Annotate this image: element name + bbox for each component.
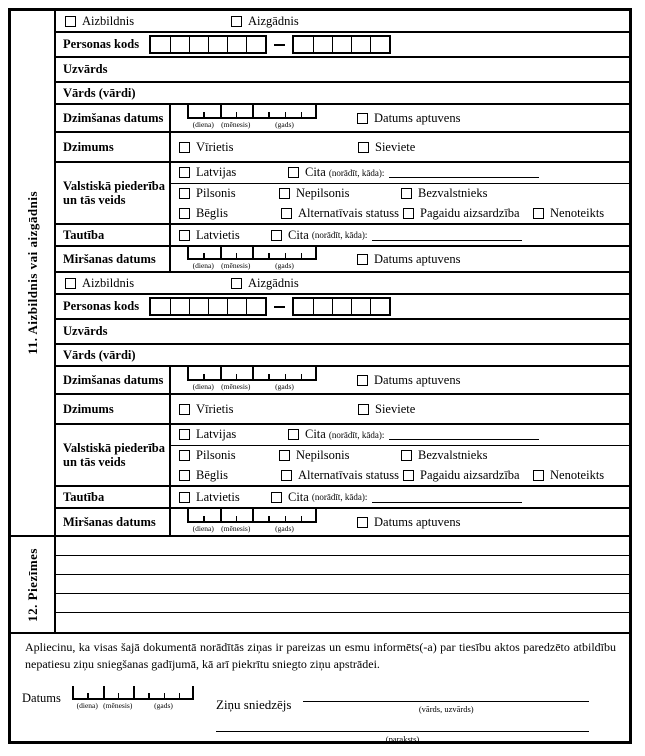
pagaidu-checkbox[interactable]: [403, 470, 414, 481]
dzimums-label: Dzimums: [56, 133, 171, 161]
virietis-label: Vīrietis: [196, 401, 234, 416]
latvietis-checkbox[interactable]: [179, 492, 190, 503]
dzimsanas-datums-label: Dzimšanas datums: [56, 367, 171, 393]
gads-label: (gads): [275, 524, 294, 533]
date-ruler[interactable]: [187, 511, 317, 523]
uzvards-row: [56, 320, 629, 345]
ruler-tick: [148, 693, 150, 698]
dzimsanas-datums-label: Dzimšanas datums: [56, 105, 171, 131]
pilsonis-checkbox[interactable]: [179, 450, 190, 461]
nenoteikts-option: [533, 468, 604, 483]
latvijas-label: Latvijas: [196, 165, 237, 180]
ruler-tick: [179, 693, 181, 698]
zinu-sniedzejs-label: Ziņu sniedzējs: [216, 696, 292, 712]
ruler-tick: [252, 509, 254, 521]
ruler-tick: [252, 367, 254, 379]
section-11-label-column: [11, 11, 56, 535]
person-block-2: [56, 273, 629, 535]
menesis-label: (mēnesis): [221, 261, 251, 270]
cita-piederiba-checkbox[interactable]: [288, 429, 299, 440]
valstiska-subrow-1: [171, 425, 629, 446]
nepilsonis-checkbox[interactable]: [279, 188, 290, 199]
mirsanas-datums-row: [56, 509, 629, 535]
pk-digit-box[interactable]: [227, 299, 246, 314]
birth-date-field[interactable]: [187, 369, 317, 391]
cita-piederiba-input-line[interactable]: [389, 429, 539, 440]
datums-label: Datums: [22, 690, 61, 705]
virietis-option: [179, 402, 358, 417]
uzvards-row: [56, 58, 629, 83]
personas-kods-group2[interactable]: [292, 35, 391, 54]
sieviete-option: [358, 140, 415, 155]
datums-aptuvens-option: [357, 252, 460, 267]
ruler-tick: [285, 374, 287, 379]
vards-row: [56, 83, 629, 105]
cita-tautiba-input-line[interactable]: [372, 230, 522, 241]
pagaidu-option: [403, 468, 533, 483]
vards-uzvards-hint: (vārds, uzvārds): [418, 703, 474, 714]
role-row: [56, 273, 629, 295]
latvietis-option: [179, 228, 271, 243]
ruler-tick: [315, 367, 317, 379]
sieviete-label: Sieviete: [375, 139, 416, 154]
declaration-section: [11, 632, 629, 744]
gads-label: (gads): [275, 120, 294, 129]
pk-digit-box[interactable]: [246, 37, 265, 52]
mirsanas-datums-row: [56, 247, 629, 273]
valstiska-piederiba-row: [56, 425, 629, 487]
ruler-tick: [220, 246, 222, 258]
date-ruler[interactable]: [187, 107, 317, 119]
form-border: [8, 8, 632, 744]
pk-digit-box[interactable]: [313, 37, 332, 52]
latvietis-option: [179, 490, 271, 505]
bezvalstnieks-label: Bezvalstnieks: [418, 186, 488, 200]
diena-label: (diena): [76, 700, 98, 710]
dzimums-label: Dzimums: [56, 395, 171, 423]
ruler-tick: [192, 686, 194, 698]
pk-digit-box[interactable]: [170, 299, 189, 314]
pk-digit-box[interactable]: [313, 299, 332, 314]
beglis-label: Bēglis: [196, 467, 228, 482]
nenoteikts-checkbox[interactable]: [533, 208, 544, 219]
pk-digit-box[interactable]: [294, 299, 313, 314]
vards-label: Vārds (vārdi): [63, 347, 136, 362]
cita-piederiba-hint: (norādīt, kāda):: [328, 167, 385, 178]
role-row: [56, 11, 629, 33]
diena-label: (diena): [192, 120, 214, 129]
gads-label: (gads): [275, 261, 294, 270]
date-part-labels: [187, 120, 317, 129]
personas-kods-group2[interactable]: [292, 297, 391, 316]
ruler-tick: [285, 516, 287, 521]
ruler-tick: [268, 253, 270, 258]
valstiska-subrow-3: [171, 203, 629, 223]
cita-piederiba-hint: (norādīt, kāda):: [328, 429, 385, 440]
death-date-field[interactable]: [187, 248, 317, 270]
virietis-checkbox[interactable]: [179, 142, 190, 153]
pagaidu-option: [403, 206, 533, 221]
bezvalstnieks-checkbox[interactable]: [401, 450, 412, 461]
nenoteikts-label: Nenoteikts: [550, 467, 605, 482]
date-part-labels: [187, 382, 317, 391]
date-part-labels: [187, 524, 317, 533]
aizgadnis-label: Aizgādnis: [248, 275, 299, 290]
ruler-tick: [187, 509, 189, 521]
aizbildnis-label: Aizbildnis: [82, 13, 135, 28]
cita-piederiba-input-line[interactable]: [389, 167, 539, 178]
sieviete-checkbox[interactable]: [358, 142, 369, 153]
cita-tautiba-label: Cita: [288, 489, 309, 504]
section-11: [11, 11, 629, 535]
sieviete-option: [358, 402, 415, 417]
virietis-option: [179, 140, 358, 155]
ruler-tick: [103, 686, 105, 698]
datums-aptuvens-checkbox[interactable]: [357, 375, 368, 386]
ruler-tick: [315, 246, 317, 258]
datums-aptuvens-label: Datums aptuvens: [374, 372, 461, 387]
ruler-tick: [236, 253, 238, 258]
cita-tautiba-label: Cita: [288, 227, 309, 242]
ruler-tick: [220, 509, 222, 521]
aizbildnis-option: [65, 276, 231, 291]
valstiska-subrow-2: [171, 184, 629, 204]
sieviete-label: Sieviete: [375, 401, 416, 416]
section-12-label-column: [11, 537, 56, 632]
virietis-checkbox[interactable]: [179, 404, 190, 415]
date-part-labels: [72, 701, 194, 710]
personas-kods-label: Personas kods: [63, 37, 140, 51]
aizbildnis-checkbox[interactable]: [65, 16, 76, 27]
nenoteikts-label: Nenoteikts: [550, 205, 605, 220]
pk-digit-box[interactable]: [227, 37, 246, 52]
cita-tautiba-checkbox[interactable]: [271, 492, 282, 503]
section-12-title: 12. Piezīmes: [24, 547, 40, 622]
alternativais-label: Alternatīvais statuss: [298, 467, 400, 482]
latvijas-label: Latvijas: [196, 427, 237, 442]
notes-line[interactable]: [56, 594, 629, 613]
aizgadnis-checkbox[interactable]: [231, 16, 242, 27]
cita-tautiba-checkbox[interactable]: [271, 230, 282, 241]
cita-tautiba-hint: (norādīt, kāda):: [311, 492, 368, 502]
section-11-title: 11. Aizbildnis vai aizgādnis: [24, 191, 40, 355]
ruler-tick: [285, 253, 287, 258]
alternativais-option: [281, 468, 403, 483]
dzimsanas-datums-row: [56, 105, 629, 133]
uzvards-label: Uzvārds: [63, 324, 108, 338]
paraksts-hint: (paraksts): [385, 733, 420, 744]
ruler-tick: [203, 253, 205, 258]
vards-input-area[interactable]: [136, 83, 629, 103]
beglis-checkbox[interactable]: [179, 470, 190, 481]
aizgadnis-option: [231, 14, 299, 29]
pk-digit-box[interactable]: [208, 37, 227, 52]
name-signature-line[interactable]: [303, 688, 589, 702]
pk-digit-box[interactable]: [351, 37, 370, 52]
notes-line[interactable]: [56, 537, 629, 556]
ruler-tick: [236, 374, 238, 379]
ruler-tick: [118, 693, 120, 698]
cita-tautiba-input-line[interactable]: [372, 492, 522, 503]
ruler-tick: [315, 105, 317, 117]
ruler-tick: [203, 374, 205, 379]
aizgadnis-label: Aizgādnis: [248, 13, 299, 28]
valstiska-subrow-2: [171, 446, 629, 466]
ruler-tick: [187, 367, 189, 379]
beglis-label: Bēglis: [196, 205, 228, 220]
cita-tautiba-option: [271, 228, 522, 243]
ruler-tick: [285, 112, 287, 117]
pk-digit-box[interactable]: [189, 299, 208, 314]
aizgadnis-checkbox[interactable]: [231, 278, 242, 289]
ruler-tick: [87, 693, 89, 698]
personas-kods-dash: [274, 306, 285, 308]
menesis-label: (mēnesis): [221, 524, 251, 533]
section-12: [11, 535, 629, 632]
death-date-field[interactable]: [187, 511, 317, 533]
vards-row: [56, 345, 629, 367]
date-ruler[interactable]: [72, 688, 194, 700]
ruler-tick: [268, 112, 270, 117]
virietis-label: Vīrietis: [196, 139, 234, 154]
cita-piederiba-option: [288, 165, 539, 180]
mirsanas-datums-label: Miršanas datums: [56, 509, 171, 535]
ruler-tick: [236, 112, 238, 117]
signature-row: [22, 688, 619, 744]
nepilsonis-checkbox[interactable]: [279, 450, 290, 461]
alternativais-checkbox[interactable]: [281, 470, 292, 481]
declaration-text: Apliecinu, ka visas šajā dokumentā norādītās ziņas ir pareizas un esmu informēts(-a) par tiesību aktos paredzēto atbildību nepatiesu ziņu sniegšanas gadījumā, kā arī piekrītu sniegto ziņu apstrādei.: [25, 640, 616, 671]
tautiba-label: Tautība: [56, 487, 171, 507]
notes-area[interactable]: [56, 537, 629, 632]
datums-aptuvens-option: [357, 373, 460, 388]
bezvalstnieks-checkbox[interactable]: [401, 188, 412, 199]
sieviete-checkbox[interactable]: [358, 404, 369, 415]
mirsanas-datums-label: Miršanas datums: [56, 247, 171, 271]
nepilsonis-option: [279, 186, 401, 201]
nenoteikts-checkbox[interactable]: [533, 470, 544, 481]
aizbildnis-label: Aizbildnis: [82, 275, 135, 290]
latvijas-option: [179, 427, 288, 442]
ruler-tick: [203, 516, 205, 521]
menesis-label: (mēnesis): [221, 382, 251, 391]
pagaidu-label: Pagaidu aizsardzība: [420, 467, 520, 482]
ruler-tick: [220, 367, 222, 379]
notes-line[interactable]: [56, 613, 629, 632]
nepilsonis-label: Nepilsonis: [296, 448, 350, 462]
beglis-checkbox[interactable]: [179, 208, 190, 219]
bezvalstnieks-option: [401, 448, 487, 463]
ruler-tick: [72, 686, 74, 698]
ruler-tick: [133, 686, 135, 698]
personas-kods-label: Personas kods: [63, 299, 140, 313]
valstiska-piederiba-row: [56, 163, 629, 225]
bezvalstnieks-option: [401, 186, 487, 201]
dzimsanas-datums-row: [56, 367, 629, 395]
cita-piederiba-label: Cita: [305, 165, 326, 180]
valstiska-piederiba-label: Valstiskā piederība un tās veids: [56, 163, 171, 223]
pk-digit-box[interactable]: [151, 299, 170, 314]
ruler-tick: [268, 374, 270, 379]
nenoteikts-option: [533, 206, 604, 221]
datums-aptuvens-label: Datums aptuvens: [374, 110, 461, 125]
datums-aptuvens-option: [357, 111, 460, 126]
personas-kods-group1[interactable]: [149, 35, 267, 54]
gads-label: (gads): [154, 700, 173, 710]
dzimums-row: [56, 395, 629, 425]
valstiska-subrow-1: [171, 163, 629, 184]
datums-aptuvens-checkbox[interactable]: [357, 254, 368, 265]
uzvards-input-area[interactable]: [107, 58, 629, 81]
aizgadnis-option: [231, 276, 299, 291]
ruler-tick: [301, 112, 303, 117]
datums-aptuvens-label: Datums aptuvens: [374, 251, 461, 266]
date-ruler[interactable]: [187, 369, 317, 381]
latvietis-checkbox[interactable]: [179, 230, 190, 241]
pk-digit-box[interactable]: [370, 299, 389, 314]
latvijas-checkbox[interactable]: [179, 429, 190, 440]
pk-digit-box[interactable]: [332, 299, 351, 314]
tautiba-row: [56, 487, 629, 509]
pk-digit-box[interactable]: [332, 37, 351, 52]
cita-piederiba-checkbox[interactable]: [288, 167, 299, 178]
pk-digit-box[interactable]: [170, 37, 189, 52]
diena-label: (diena): [192, 261, 214, 270]
notes-line[interactable]: [56, 556, 629, 575]
ruler-tick: [252, 105, 254, 117]
datums-aptuvens-label: Datums aptuvens: [374, 514, 461, 529]
cita-tautiba-hint: (norādīt, kāda):: [311, 230, 368, 240]
pk-digit-box[interactable]: [189, 37, 208, 52]
beglis-option: [179, 468, 281, 483]
date-part-labels: [187, 261, 317, 270]
personas-kods-dash: [274, 44, 285, 46]
menesis-label: (mēnesis): [221, 120, 251, 129]
ruler-tick: [301, 374, 303, 379]
paraksts-line[interactable]: [216, 718, 589, 732]
ruler-tick: [301, 516, 303, 521]
personas-kods-group1[interactable]: [149, 297, 267, 316]
alternativais-checkbox[interactable]: [281, 208, 292, 219]
diena-label: (diena): [192, 524, 214, 533]
menesis-label: (mēnesis): [103, 700, 133, 710]
bezvalstnieks-label: Bezvalstnieks: [418, 448, 488, 462]
ruler-tick: [187, 246, 189, 258]
pilsonis-option: [179, 448, 279, 463]
datums-aptuvens-option: [357, 515, 460, 530]
ruler-tick: [236, 516, 238, 521]
tautiba-label: Tautība: [56, 225, 171, 245]
pk-digit-box[interactable]: [208, 299, 227, 314]
personas-kods-row: [56, 295, 629, 320]
ruler-tick: [220, 105, 222, 117]
vards-label: Vārds (vārdi): [63, 85, 136, 100]
valstiska-subrow-3: [171, 465, 629, 485]
cita-piederiba-option: [288, 427, 539, 442]
pagaidu-label: Pagaidu aizsardzība: [420, 205, 520, 220]
valstiska-piederiba-label: Valstiskā piederība un tās veids: [56, 425, 171, 485]
tautiba-row: [56, 225, 629, 247]
pk-digit-box[interactable]: [370, 37, 389, 52]
pilsonis-checkbox[interactable]: [179, 188, 190, 199]
aizbildnis-option: [65, 14, 231, 29]
personas-kods-row: [56, 33, 629, 58]
cita-piederiba-label: Cita: [305, 427, 326, 442]
pilsonis-option: [179, 186, 279, 201]
ruler-tick: [164, 693, 166, 698]
ruler-tick: [315, 509, 317, 521]
alternativais-label: Alternatīvais statuss: [298, 205, 400, 220]
uzvards-input-area[interactable]: [107, 320, 629, 343]
ruler-tick: [301, 253, 303, 258]
latvietis-label: Latvietis: [196, 227, 240, 242]
latvijas-option: [179, 165, 288, 180]
pk-digit-box[interactable]: [246, 299, 265, 314]
cita-tautiba-option: [271, 490, 522, 505]
ruler-tick: [252, 246, 254, 258]
date-ruler[interactable]: [187, 248, 317, 260]
pagaidu-checkbox[interactable]: [403, 208, 414, 219]
pk-digit-box[interactable]: [151, 37, 170, 52]
nepilsonis-option: [279, 448, 401, 463]
beglis-option: [179, 206, 281, 221]
birth-date-field[interactable]: [187, 107, 317, 129]
aizbildnis-checkbox[interactable]: [65, 278, 76, 289]
nepilsonis-label: Nepilsonis: [296, 186, 350, 200]
uzvards-label: Uzvārds: [63, 62, 108, 76]
sign-area: [216, 688, 589, 744]
latvijas-checkbox[interactable]: [179, 167, 190, 178]
gads-label: (gads): [275, 382, 294, 391]
dzimums-row: [56, 133, 629, 163]
signature-date-field[interactable]: [72, 688, 194, 710]
pilsonis-label: Pilsonis: [196, 448, 236, 462]
datums-aptuvens-checkbox[interactable]: [357, 113, 368, 124]
diena-label: (diena): [192, 382, 214, 391]
ruler-tick: [187, 105, 189, 117]
alternativais-option: [281, 206, 403, 221]
ruler-tick: [203, 112, 205, 117]
latvietis-label: Latvietis: [196, 489, 240, 504]
person-block-1: [56, 11, 629, 273]
datums-aptuvens-checkbox[interactable]: [357, 517, 368, 528]
pk-digit-box[interactable]: [294, 37, 313, 52]
vards-input-area[interactable]: [136, 345, 629, 365]
notes-line[interactable]: [56, 575, 629, 594]
pk-digit-box[interactable]: [351, 299, 370, 314]
ruler-tick: [268, 516, 270, 521]
pilsonis-label: Pilsonis: [196, 186, 236, 200]
